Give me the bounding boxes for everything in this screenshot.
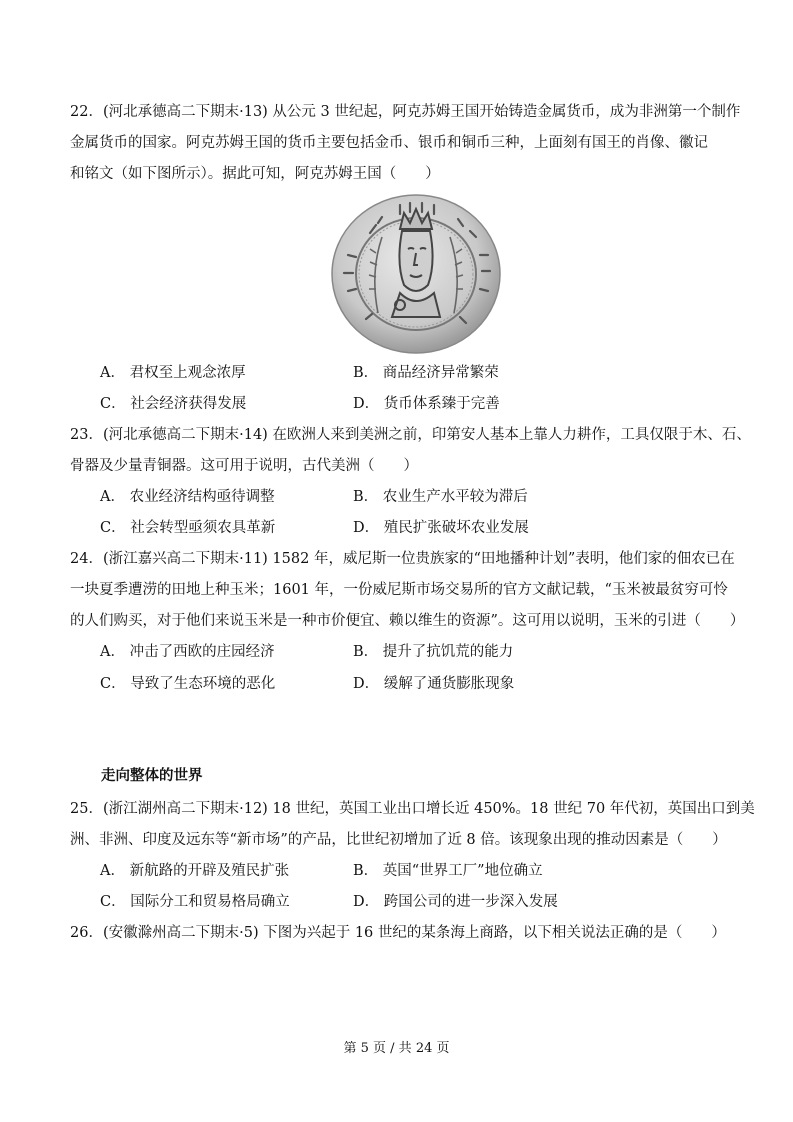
- q24-option-d: D． 缓解了通货膨胀现象: [353, 676, 515, 692]
- q23-stem-line-1: 23．(河北承德高二下期末·14) 在欧洲人来到美洲之前，印第安人基本上靠人力耕作，工具仅限于木、石、: [70, 427, 751, 443]
- page-footer: 第 5 页 / 共 24 页: [343, 1041, 450, 1056]
- q23-stem-line-2: 骨器及少量青铜器。这可用于说明，古代美洲（ ）: [70, 458, 418, 474]
- q24-stem-line-2: 一块夏季遭涝的田地上种玉米；1601 年，一份威尼斯市场交易所的官方文献记载，“玉米被最贫穷可怜: [70, 582, 728, 598]
- section-title: 走向整体的世界: [101, 768, 203, 784]
- coin-image: [330, 193, 503, 355]
- q23-option-c: C． 社会转型亟须农具革新: [100, 520, 276, 536]
- q25-stem-line-2: 洲、非洲、印度及远东等“新市场”的产品，比世纪初增加了近 8 倍。该现象出现的推动因素是（ ）: [70, 832, 727, 848]
- q25-option-b: B． 英国“世界工厂”地位确立: [353, 863, 543, 879]
- q23-option-a: A． 农业经济结构亟待调整: [100, 489, 275, 505]
- q25-option-d: D． 跨国公司的进一步深入发展: [353, 894, 558, 910]
- q24-stem-line-1: 24．(浙江嘉兴高二下期末·11) 1582 年，威尼斯一位贵族家的“田地播种计划”表明，他们家的佃农已在: [70, 551, 735, 567]
- q23-option-b: B． 农业生产水平较为滞后: [353, 489, 528, 505]
- q22-option-a: A． 君权至上观念浓厚: [100, 365, 246, 381]
- q22-stem-line-2: 金属货币的国家。阿克苏姆王国的货币主要包括金币、银币和铜币三种，上面刻有国王的肖像、徽记: [70, 135, 708, 151]
- q24-option-a: A． 冲击了西欧的庄园经济: [100, 644, 275, 660]
- q22-option-d: D． 货币体系臻于完善: [353, 396, 500, 412]
- q22-stem-line-3: 和铭文（如下图所示）。据此可知，阿克苏姆王国（ ）: [70, 166, 440, 182]
- q25-option-a: A． 新航路的开辟及殖民扩张: [100, 863, 290, 879]
- q22-stem-line-1: 22．(河北承德高二下期末·13) 从公元 3 世纪起，阿克苏姆王国开始铸造金属货币，成为非洲第一个制作: [70, 104, 741, 120]
- q25-option-c: C． 国际分工和贸易格局确立: [100, 894, 290, 910]
- q24-stem-line-3: 的人们购买，对于他们来说玉米是一种市价便宜、赖以维生的资源”。这可用以说明，玉米的引进（ ）: [70, 613, 745, 629]
- q24-option-b: B． 提升了抗饥荒的能力: [353, 644, 514, 660]
- q22-option-b: B． 商品经济异常繁荣: [353, 365, 499, 381]
- q23-option-d: D． 殖民扩张破坏农业发展: [353, 520, 529, 536]
- q26-stem-line-1: 26．(安徽滁州高二下期末·5) 下图为兴起于 16 世纪的某条海上商路，以下相关说法正确的是（ ）: [70, 925, 726, 941]
- q22-option-c: C． 社会经济获得发展: [100, 396, 247, 412]
- q25-stem-line-1: 25．(浙江湖州高二下期末·12) 18 世纪，英国工业出口增长近 450%。18 世纪 70 年代初，英国出口到美: [70, 801, 755, 817]
- q24-option-c: C． 导致了生态环境的恶化: [100, 676, 276, 692]
